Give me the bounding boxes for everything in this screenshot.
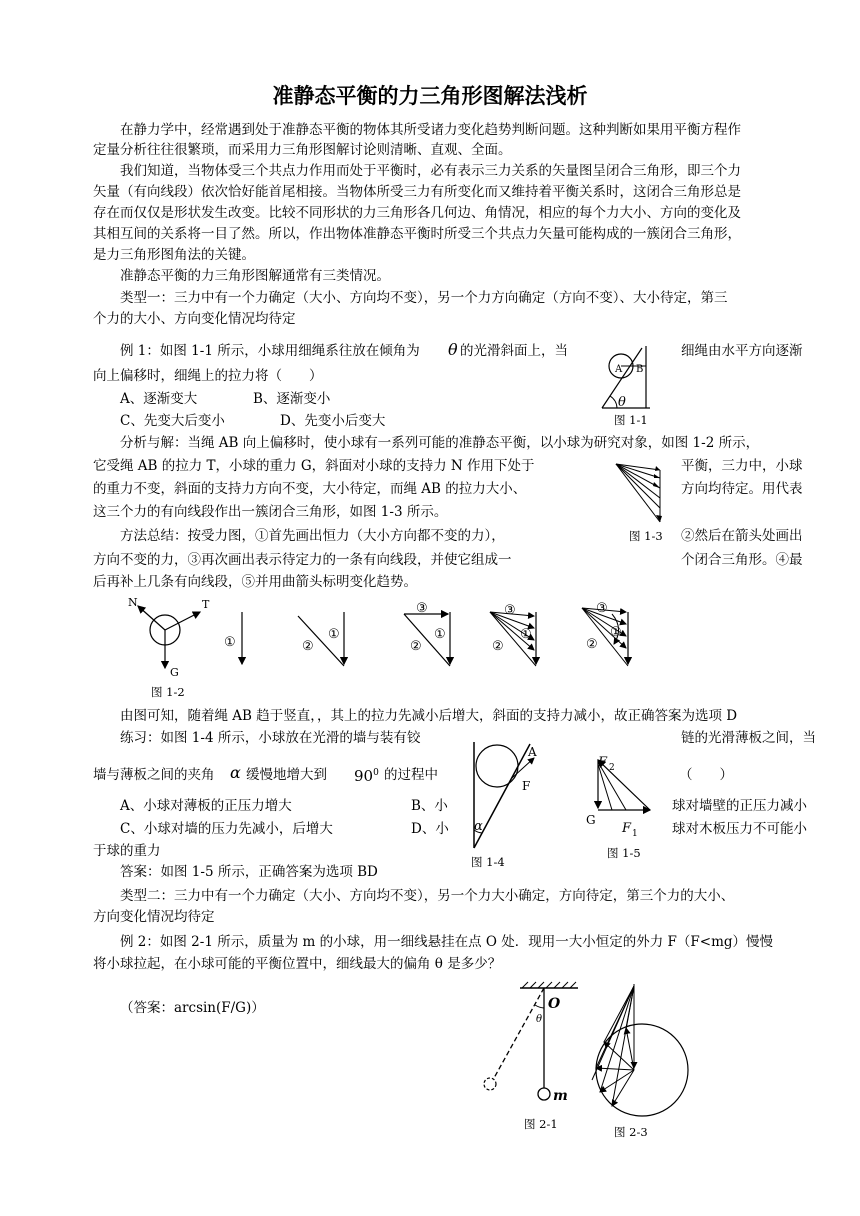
paragraph-line: 方向不变的力，③再次画出表示待定力的一条有向线段，并使它组成一: [93, 552, 512, 568]
paragraph-line: 练习：如图 1-4 所示，小球放在光滑的墙与装有铰: [120, 730, 421, 746]
svg-text:①: ①: [610, 625, 622, 640]
option-a: A、小球对薄板的正压力增大: [120, 798, 292, 814]
svg-text:F: F: [598, 755, 608, 770]
svg-text:②: ②: [302, 639, 314, 654]
svg-text:O: O: [548, 996, 561, 1012]
paragraph-line: 这三个力的有向线段作出一簇闭合三角形，如图 1-3 所示。: [93, 504, 448, 520]
step-4-diagram: [490, 603, 536, 666]
paragraph-line: 存在而仅仅是形状发生改变。比较不同形状的力三角形各几何边、角情况，相应的每个力大小、方向的变化及: [93, 205, 741, 221]
caption-fig-2-1: 图 2-1: [524, 1117, 558, 1131]
svg-text:②: ②: [586, 637, 598, 652]
paragraph-line: 在静力学中，经常遇到处于准静态平衡的物体其所受诸力变化趋势判断问题。这种判断如果用平衡方程作: [120, 122, 741, 138]
figure-1-1: [598, 342, 662, 412]
paragraph-line: 方向变化情况均待定: [93, 909, 215, 925]
paragraph-line: 我们知道，当物体受三个共点力作用而处于平衡时，必有表示三力关系的矢量图呈闭合三角形，即三个力: [120, 163, 741, 179]
option-c: C、先变大后变小: [120, 413, 225, 429]
paragraph-line: 的重力不变，斜面的支持力方向不变，大小待定，而绳 AB 的拉力大小、: [93, 481, 527, 497]
paragraph-line: 球对墙壁的正压力减小: [672, 798, 807, 814]
step-2-diagram: [298, 612, 344, 666]
svg-text:G: G: [586, 813, 596, 827]
paragraph-line: 墙与薄板之间的夹角: [93, 767, 215, 783]
svg-text:A: A: [528, 745, 537, 759]
paragraph-line: 缓慢地增大到: [246, 767, 327, 783]
label-b: B: [636, 364, 644, 375]
alpha-symbol: α: [230, 763, 241, 782]
option-b: B、逐渐变小: [253, 391, 331, 407]
svg-text:2: 2: [609, 763, 615, 773]
paragraph-line: 类型二：三力中有一个力确定（大小、方向均不变），另一个力大小确定，方向待定，第三个力的大小、: [120, 888, 735, 904]
label-g: G: [170, 666, 179, 679]
svg-text:③: ③: [416, 601, 428, 616]
label-n: N: [128, 596, 138, 609]
figure-2-3: [582, 980, 692, 1120]
svg-text:①: ①: [224, 635, 236, 650]
caption-fig-1-4: 图 1-4: [471, 855, 505, 869]
paragraph-line: 它受绳 AB 的拉力 T，小球的重力 G，斜面对小球的支持力 N 作用下处于: [93, 458, 535, 474]
paragraph-line: 向上偏移时，细绳上的拉力将（ ）: [93, 368, 323, 384]
caption-fig-1-1: 图 1-1: [614, 413, 648, 427]
paragraph-line: 分析与解：当绳 AB 向上偏移时，使小球有一系列可能的准静态平衡，以小球为研究对象，如图 1-2 所示，: [120, 435, 760, 451]
svg-text:③: ③: [596, 601, 608, 616]
paragraph-line: 其相互间的关系将一目了然。所以，作出物体准静态平衡时所受三个共点力矢量可能构成的一簇闭合三角形，: [93, 226, 741, 242]
step-5-diagram: [582, 601, 628, 666]
paragraph-line: 个闭合三角形。④最: [681, 552, 803, 568]
paragraph-line: 是力三角形图角法的关键。: [93, 247, 255, 263]
answer-blank: （ ）: [679, 767, 733, 783]
paragraph-line: 链的光滑薄板之间，当: [681, 730, 816, 746]
figure-1-5: [586, 752, 666, 842]
page-title: 准静态平衡的力三角形图解法浅析: [272, 84, 588, 108]
paragraph-line: 球对木板压力不可能小: [672, 821, 807, 837]
label-a: A: [615, 364, 623, 375]
paragraph-line: 细绳由水平方向逐渐: [681, 343, 803, 359]
figure-1-4: [464, 738, 554, 850]
label-t: T: [202, 598, 210, 611]
paragraph-line: 个力的大小、方向变化情况均待定: [93, 311, 296, 327]
svg-text:①: ①: [520, 627, 532, 642]
figure-1-3: [614, 460, 672, 526]
svg-text:①: ①: [328, 627, 340, 642]
paragraph-line: ②然后在箭头处画出: [681, 528, 803, 544]
paragraph-line: 例 2：如图 2-1 所示，质量为 m 的小球，用一细线悬挂在点 O 处．现用一大小恒定的外力 F（F<mg）慢慢: [120, 934, 774, 950]
paragraph-line: 准静态平衡的力三角形图解通常有三类情况。: [120, 268, 390, 284]
option-c: C、小球对墙的压力先减小，后增大: [120, 821, 333, 837]
svg-text:②: ②: [492, 639, 504, 654]
step-1-diagram: [224, 612, 242, 664]
option-b: B、小: [411, 798, 448, 814]
caption-fig-2-3: 图 2-3: [614, 1125, 648, 1139]
svg-text:②: ②: [410, 639, 422, 654]
svg-text:1: 1: [632, 829, 638, 839]
free-body-diagram: [128, 596, 210, 679]
paragraph-line: 方法总结：按受力图，①首先画出恒力（大小方向都不变的力），: [120, 528, 505, 544]
paragraph-line: 类型一：三力中有一个力确定（大小、方向均不变），另一个力方向确定（方向不变）、大小待定，第三: [120, 290, 728, 306]
svg-text:m: m: [553, 1088, 568, 1104]
svg-text:α: α: [474, 819, 483, 834]
paragraph-line: 答案：如图 1-5 所示，正确答案为选项 BD: [120, 864, 378, 880]
paragraph-line: 将小球拉起，在小球可能的平衡位置中，细线最大的偏角 θ 是多少？: [93, 956, 502, 972]
paragraph-line: 于球的重力: [93, 843, 161, 859]
theta-symbol: θ: [448, 340, 458, 359]
figure-2-1: [480, 978, 590, 1114]
svg-text:③: ③: [504, 603, 516, 618]
svg-text:θ: θ: [536, 1014, 543, 1025]
caption-fig-1-5: 图 1-5: [607, 846, 641, 860]
option-d: D、小: [411, 821, 449, 837]
paragraph-line: 例 1：如图 1-1 所示，小球用细绳系往放在倾角为: [120, 343, 420, 359]
option-a: A、逐渐变大: [120, 391, 198, 407]
paragraph-line: 后再补上几条有向线段，⑤并用曲箭头标明变化趋势。: [93, 574, 417, 590]
paragraph-line: 平衡，三力中，小球: [681, 458, 803, 474]
paragraph-line: 方向均待定。用代表: [681, 481, 803, 497]
paragraph-line: 矢量（有向线段）依次恰好能首尾相接。当物体所受三力有所变化而又维持着平衡关系时，这闭合三角形总是: [93, 184, 741, 200]
paragraph-line: 定量分析往往很繁琐，而采用力三角形图解讨论则清晰、直观、全面。: [93, 142, 512, 158]
answer-text: （答案：arcsin(F/G)）: [120, 1000, 265, 1016]
svg-text:F: F: [622, 821, 632, 836]
caption-fig-1-3: 图 1-3: [629, 529, 663, 543]
label-theta: θ: [618, 395, 626, 410]
paragraph-line: 的光滑斜面上，当: [460, 343, 568, 359]
figure-1-2: [120, 594, 650, 684]
ninety-value: $90^0$: [354, 767, 379, 785]
caption-fig-1-2: 图 1-2: [151, 685, 185, 699]
step-3-diagram: [404, 601, 450, 666]
svg-text:①: ①: [434, 627, 446, 642]
paragraph-line: 的过程中: [384, 767, 438, 783]
option-d: D、先变小后变大: [280, 413, 386, 429]
svg-text:F: F: [522, 779, 531, 793]
paragraph-line: 由图可知，随着绳 AB 趋于竖直，，其上的拉力先减小后增大，斜面的支持力减小，故正确答案为选项 D: [120, 708, 738, 724]
